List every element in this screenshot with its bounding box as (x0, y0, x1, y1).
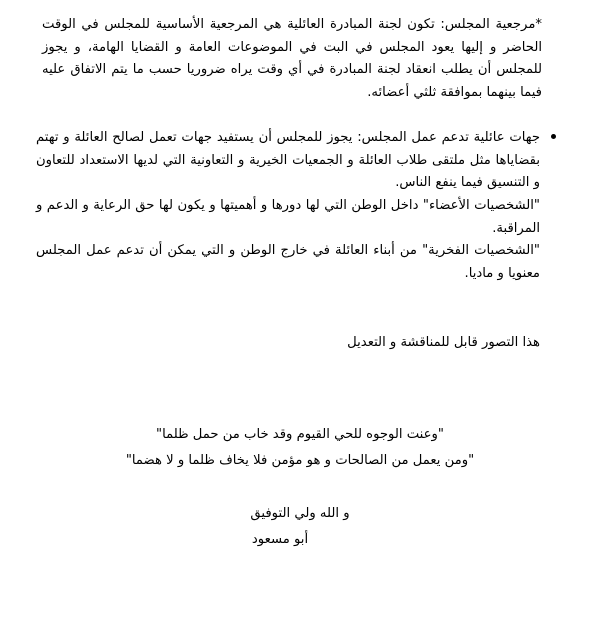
paragraph-honorary-figures: "الشخصيات الفخرية" من أبناء العائلة في خارج الوطن و التي يمكن أن تدعم عمل المجلس معنويا و ماديا. (36, 243, 540, 282)
bullet-point-icon (551, 134, 556, 139)
paragraph-note: هذا التصور قابل للمناقشة و التعديل (347, 334, 540, 350)
paragraph-mandate: *مرجعية المجلس: تكون لجنة المبادرة العائلية هي المرجعية الأساسية للمجلس في الوقت الحاضر و إليها يعود المجلس في البت في الموضوعات العامة و القضايا الهامة، و يجوز للمجلس أن يطلب انعقاد لجنة المبادرة في أي وقت يراه ضروريا حسب ما يتم الاتفاق عليه فيما بينهما بموافقة ثلثي أعضائه. (42, 17, 542, 101)
bullet-section (36, 127, 540, 286)
quote-second: "ومن يعمل من الصالحات و هو مؤمن فلا يخاف ظلما و لا هضما" (125, 452, 475, 468)
paragraph-member-figures: "الشخصيات الأعضاء" داخل الوطن التي لها دورها و أهميتها و يكون لها حق الرعاية و الدعم و المراقبة. (36, 197, 540, 236)
paragraph-supporting-bodies: جهات عائلية تدعم عمل المجلس: يجوز للمجلس أن يستفيد جهات تعمل لصالح العائلة و تهتم بقضاياها مثل ملتقى طلاب العائلة و الجمعيات الخيرية و التعاونية التي لديها الاستعداد للتعاون و التنسيق فيما ينفع الناس. (36, 129, 540, 191)
closing-line: و الله ولي التوفيق (250, 505, 350, 521)
quotes-section (30, 422, 570, 472)
signature: أبو مسعود (251, 531, 309, 547)
quote-first: "وعنت الوجوه للحي القيوم وقد خاب من حمل ظلما" (156, 427, 444, 443)
